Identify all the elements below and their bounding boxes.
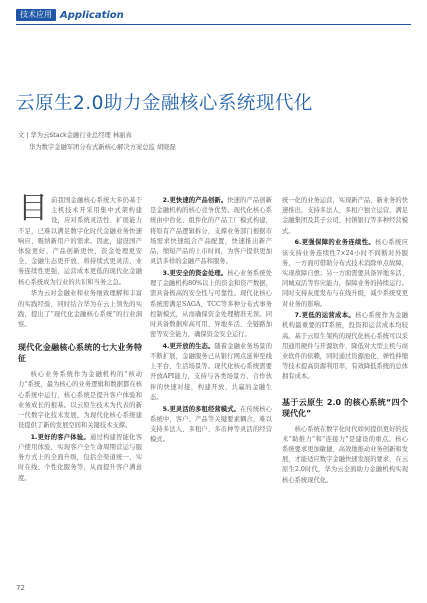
list-item: 3.更安全的资金处理。核心业务系统处理了金融机构80%以上的资金和资产数据，需具备极高的安全性与可靠性。现代化核心系统需满足SAGA、TCC等多种分布式事务控制模式，从而确保资金处理精准无误。同时具备数据库高可用、异地多活、全链路加密等安全能力，确保资金安全运行。: [150, 269, 272, 339]
page-number: 72: [16, 584, 25, 592]
article-title: 云原生2.0助力金融核心系统现代化: [16, 93, 313, 114]
section-label: Application: [60, 9, 124, 21]
author-block: [18, 130, 176, 154]
drop-cap: 目: [18, 191, 48, 226]
section-badge: 技术应用: [16, 9, 56, 21]
author-line-1: 文 | 华为云Stack金融行业总经理 林丽真: [18, 132, 132, 139]
paragraph: 华为云对金融业和业务细致理解和丰富的实践经验，同时结合华为在云上领先的实践，提出了“现代化金融核心系统”的行业洞察。: [18, 290, 142, 328]
section-heading: 现代化金融核心系统的七大业务特征: [18, 343, 142, 364]
paragraph: 统一化的业务运营，实现新产品、新业务的快速推出，支持多法人、多租户独立运营，满足金融集团及其子公司、村镇银行等多种经营模式。: [282, 197, 408, 235]
list-item: 7.更低的运营成本。核心系统作为金融机构最重要的IT系统，投资和运营成本均较高。基于云原生架构的现代化核心系统可以采用通用硬件与开源软件，降低对大型主机与商业软件的依赖，同时通过资源池化、弹性伸缩等技术提高资源利用率，有效降低系统的总体拥有成本。: [282, 312, 409, 381]
list-item: 1.更好的客户体验。通过构建智能化客户使用体验，实现客户全生命周期营运与服务方式上的全面升级，包括全渠道统一、实时在线、个性化服务等，从而提升客户满意度。: [18, 433, 143, 482]
list-item: 4.更开放的生态。随着金融业务场景的不断扩展，金融服务已从银行网点延伸至线上平台、生活场景等。现代化核心系统需要开放API能力，支持与各类场景方、合作伙伴的快速对接，构建开放、共赢的金融生态。: [150, 342, 272, 401]
list-item: 6.更强保障的业务连续性。核心系统应该支持业务连续性7×24小时不间断对外服务，一方面可借助分布式技术消除单点故障，实现故障自愈；另一方面需要具备异地多活、同城双活等容灾能力，保障业务的持续运行。同时支持灰度发布与在线升级，减少系统变更对业务的影响。: [282, 239, 408, 308]
list-item: 2.更快速的产品创新。快速的产品创新是金融机构的核心竞争优势。现代化核心系统由中台化、组件化的产品工厂模式构建，将原有产品逻辑拆分，支撑业务部门根据市场需求快速组合产品配置，快速推出新产品，缩短产品的上市时间，为客户提供更加灵活多样的金融产品和服务。: [150, 197, 272, 266]
text-column-3: [282, 196, 408, 487]
text-column-2: [150, 196, 272, 447]
paragraph: 核心业务系统作为金融机构的“核动力”系统，最为核心的业务逻辑和数据都在核心系统中运行，核心系统是提升客户体验和业务成长的根基。以云原生技术为代表的新一代数字化技术发展，为现代化核心系统建设提供了新的发展空间和关键技术支撑。: [18, 371, 142, 430]
list-item: 5.更灵活的多租经营模式。在传统核心系统中，客户、产品等关键要素耦合，难以支持多法人、多租户、多币种等灵活的经营模式。: [150, 405, 272, 444]
column-header: [16, 8, 124, 22]
intro-paragraph: 目前我国金融核心系统大多仍基于主机技术开采用集中式架构建设，应对系统灵活性、扩展能力不足，已难以满足数字化时代金融业务快速响应、吸纳新用户的需求。因此，建设国产体验更好、产品创新更快、资金处理更安全、金融生态更开放、将持续式更灵活、业务连续性更强、运营成本更低的现代化金融核心系统成为行业的共识和当务之急。: [18, 191, 142, 286]
section-heading: 基于云原生 2.0 的核心系统“四个现代化”: [282, 397, 408, 418]
author-line-2: 华为数字金融军团分布式新核心解决方案总监 胡晓磊: [29, 144, 176, 151]
paragraph: 核心系统在数字化时代如何提供更好的技术“助推力”和“连接力”是建设的重点。核心系统要求更加敏捷、高效地推动业务创新和发展，才能适应数字金融快速发展的要求，在云原生2.0时代，华为云全面助力金融机构实现核心系统现代化。: [282, 425, 408, 484]
text-column-1: [18, 191, 143, 485]
header-divider: [16, 24, 411, 25]
